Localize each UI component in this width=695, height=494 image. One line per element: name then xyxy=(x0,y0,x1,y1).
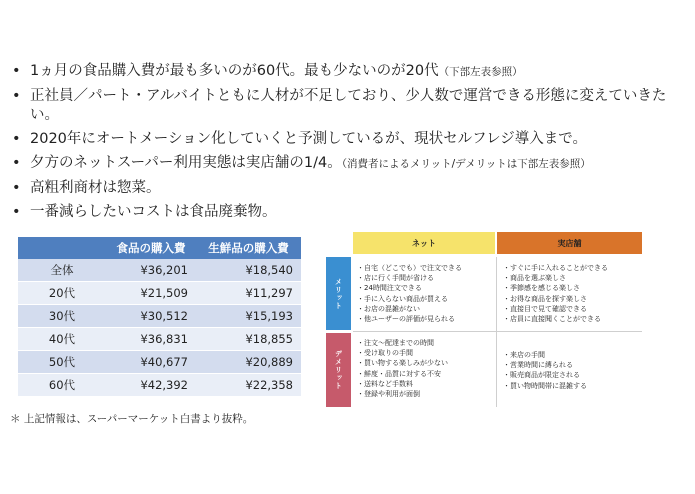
list-item: ・注文～配達までの時間 xyxy=(357,339,434,347)
bullet-item xyxy=(10,87,690,125)
list-item: ・商品を選ぶ楽しさ xyxy=(503,274,566,283)
bullet-note: （下部左表参照） xyxy=(438,66,523,78)
table-row xyxy=(18,259,301,282)
list-item: ・買い物する楽しみが少ない xyxy=(357,359,448,368)
bullet-item xyxy=(10,130,690,149)
bullet-text: 高粗利商材は惣菜。 xyxy=(30,180,161,196)
list-item: ・買い物時間帯に混雑する xyxy=(503,381,587,390)
list-item: ・24時間注文できる xyxy=(357,284,422,293)
food-cost-cell: ¥30,512 xyxy=(106,305,196,328)
list-item: ・他ユーザーの評価が見られる xyxy=(357,315,455,324)
row-label: 20代 xyxy=(18,282,106,305)
fresh-cost-cell: ¥20,889 xyxy=(196,351,301,374)
bullet-text: 1ヵ月の食品購入費が最も多いのが60代。最も少ないのが20代 xyxy=(30,63,439,79)
fresh-cost-cell: ¥18,540 xyxy=(196,259,301,282)
list-item: ・店に行く手間が省ける xyxy=(357,274,434,283)
fresh-cost-cell: ¥18,855 xyxy=(196,328,301,351)
table-row xyxy=(18,374,301,397)
table-header-fresh: 生鮮品の購入費 xyxy=(196,237,301,259)
table-header-row xyxy=(18,237,301,259)
table-row xyxy=(18,305,301,328)
list-item: ・店員に直接聞くことができる xyxy=(503,315,601,324)
list-item: ・販売商品が限定される xyxy=(503,371,580,380)
merit-store-cell xyxy=(503,263,608,324)
list-item: ・手に入らない商品が買える xyxy=(357,294,448,303)
bullet-note: （消費者によるメリット/デメリットは下部左表参照） xyxy=(341,158,591,170)
fresh-cost-cell: ¥15,193 xyxy=(196,305,301,328)
fresh-cost-cell: ¥22,358 xyxy=(196,374,301,397)
side-label-demerit xyxy=(326,333,351,407)
row-label: 30代 xyxy=(18,305,106,328)
table-row xyxy=(18,351,301,374)
bullet-item xyxy=(10,154,690,174)
bullet-dot: • xyxy=(12,180,21,196)
bullet-item xyxy=(10,62,690,82)
table-header-food: 食品の購入費 xyxy=(106,237,196,259)
header-net: ネット xyxy=(353,232,495,254)
bullet-item xyxy=(10,203,690,222)
table-header-corner xyxy=(18,237,106,259)
row-label: 60代 xyxy=(18,374,106,397)
list-item: ・鮮度・品質に対する不安 xyxy=(357,369,441,378)
list-item: ・すぐに手に入れることができる xyxy=(503,264,608,272)
header-store: 実店舗 xyxy=(497,232,642,254)
bullet-item xyxy=(10,179,690,198)
demerit-net-cell xyxy=(357,338,448,399)
list-item: ・直接目で見て確認できる xyxy=(503,304,587,313)
list-item: ・自宅（どこでも）で注文できる xyxy=(357,264,462,272)
food-cost-cell: ¥21,509 xyxy=(106,282,196,305)
food-cost-cell: ¥36,201 xyxy=(106,259,196,282)
divider-vertical xyxy=(496,257,497,407)
list-item: ・お得な商品を探す楽しさ xyxy=(503,294,587,303)
bullet-text: 一番減らしたいコストは食品廃棄物。 xyxy=(30,204,277,220)
source-footnote: ＊ 上記情報は、スーパーマーケット白書より抜粋。 xyxy=(10,413,254,425)
bullet-text: 夕方のネットスーパー利用実態は実店舗の1/4。 xyxy=(30,155,342,171)
demerit-label-text: デメリット xyxy=(334,350,343,390)
table-row xyxy=(18,282,301,305)
demerit-store-cell xyxy=(503,350,587,391)
food-cost-cell: ¥40,677 xyxy=(106,351,196,374)
purchase-cost-table xyxy=(18,237,301,397)
bullet-list xyxy=(10,62,690,227)
row-label: 40代 xyxy=(18,328,106,351)
side-label-merit xyxy=(326,257,351,330)
list-item: ・受け取りの手間 xyxy=(357,349,413,358)
list-item: ・お店の混雑がない xyxy=(357,304,420,313)
list-item: ・季節感を感じる楽しさ xyxy=(503,284,580,293)
list-item: ・送料など手数料 xyxy=(357,379,413,388)
table-row xyxy=(18,328,301,351)
bullet-dot: • xyxy=(12,63,21,79)
bullet-text: 2020年にオートメーション化していくと予測しているが、現状セルフレジ導入まで。 xyxy=(30,131,587,147)
bullet-dot: • xyxy=(12,155,21,171)
comparison-chart xyxy=(326,232,642,407)
food-cost-cell: ¥36,831 xyxy=(106,328,196,351)
bullet-text: 正社員／パート・アルバイトともに人材が不足しており、少人数で運営できる形態に変えていきたい。 xyxy=(30,88,667,123)
bullet-dot: • xyxy=(12,88,21,104)
food-cost-cell: ¥42,392 xyxy=(106,374,196,397)
row-label: 全体 xyxy=(18,259,106,282)
divider-horizontal xyxy=(353,331,642,332)
merit-label-text: メリット xyxy=(334,277,343,310)
merit-net-cell xyxy=(357,263,462,324)
list-item: ・営業時間に縛られる xyxy=(503,361,573,370)
row-label: 50代 xyxy=(18,351,106,374)
list-item: ・来店の手間 xyxy=(503,351,545,359)
fresh-cost-cell: ¥11,297 xyxy=(196,282,301,305)
bullet-dot: • xyxy=(12,204,21,220)
list-item: ・登録や利用が面倒 xyxy=(357,390,420,399)
bullet-dot: • xyxy=(12,131,21,147)
